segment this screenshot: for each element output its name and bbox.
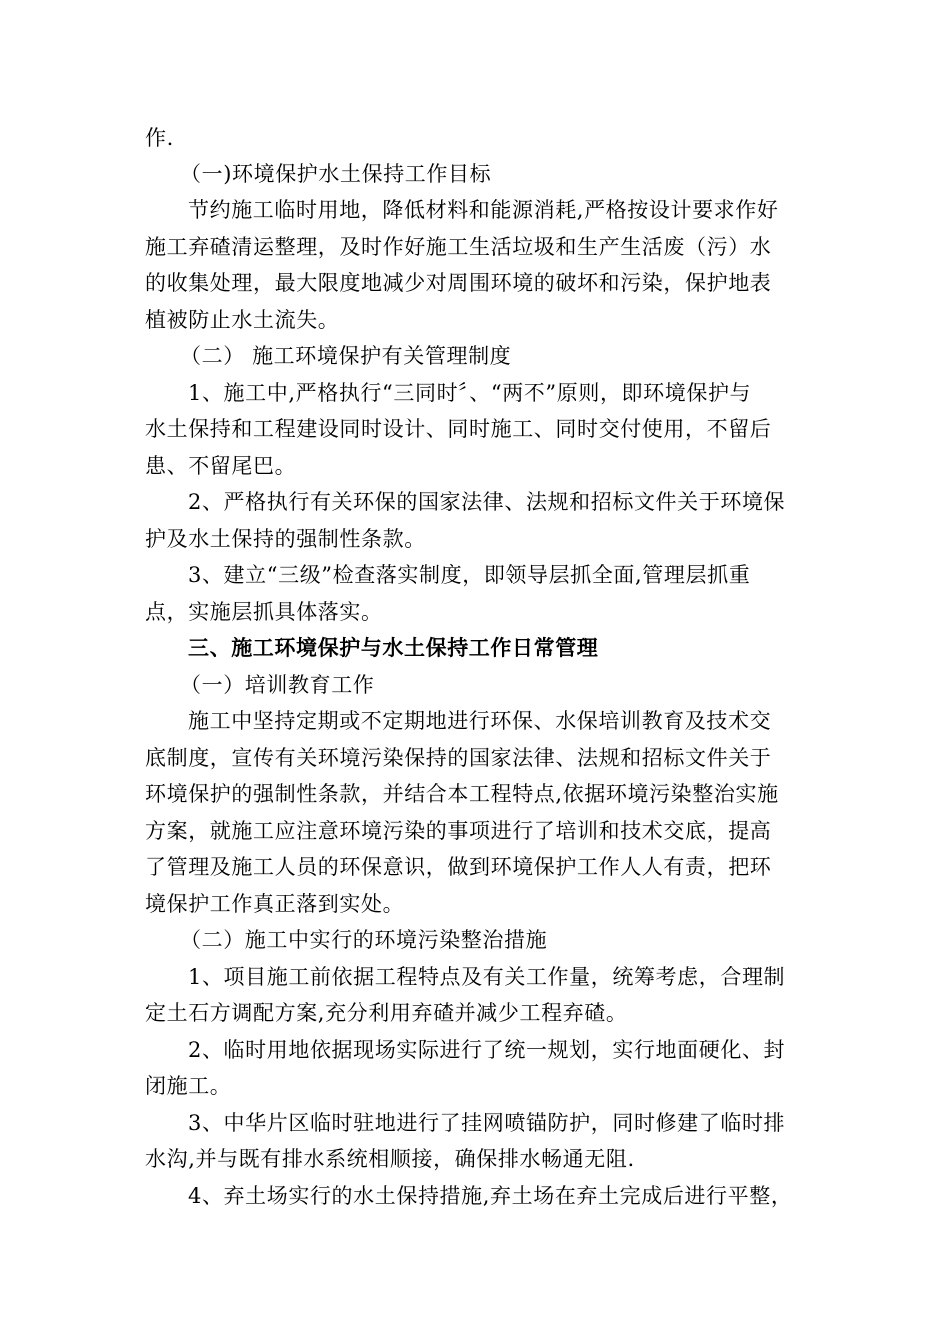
paragraph-line: 底制度，宣传有关环境污染保持的国家法律、法规和招标文件关于: [145, 746, 772, 770]
paragraph-line: 3、中华片区临时驻地进行了挂网喷锚防护，同时修建了临时排: [188, 1111, 786, 1135]
paragraph-line: 2、严格执行有关环保的国家法律、法规和招标文件关于环境保: [188, 490, 786, 514]
paragraph-line: 2、临时用地依据现场实际进行了统一规划，实行地面硬化、封: [188, 1038, 786, 1062]
paragraph-line: 患、不留尾巴。: [145, 454, 297, 478]
paragraph-line: 定土石方调配方案,充分利用弃碴并减少工程弃碴。: [145, 1001, 628, 1025]
paragraph-line: 的收集处理，最大限度地减少对周围环境的破坏和污染，保护地表: [145, 271, 772, 295]
paragraph-line: 节约施工临时用地，降低材料和能源消耗,严格按设计要求作好: [188, 198, 779, 222]
paragraph-line: 1、项目施工前依据工程特点及有关工作量，统筹考虑，合理制: [188, 965, 786, 989]
paragraph-line: 水土保持和工程建设同时设计、同时施工、同时交付使用，不留后: [145, 417, 772, 441]
paragraph-line: 植被防止水土流失。: [145, 308, 340, 332]
paragraph-line: 境保护工作真正落到实处。: [145, 892, 405, 916]
section-heading: （一)环境保护水土保持工作目标: [180, 162, 492, 186]
paragraph-line: 环境保护的强制性条款，并结合本工程特点,依据环境污染整治实施: [145, 782, 779, 806]
paragraph-line: 闭施工。: [145, 1074, 232, 1098]
chapter-heading: 三、施工环境保护与水土保持工作日常管理: [188, 635, 599, 660]
section-heading: （二） 施工环境保护有关管理制度: [180, 344, 512, 368]
section-heading: （二）施工中实行的环境污染整治措施: [180, 928, 548, 952]
paragraph-line: 了管理及施工人员的环保意识，做到环境保护工作人人有责，把环: [145, 855, 772, 879]
paragraph-line: 作.: [145, 126, 174, 150]
section-heading: （一）培训教育工作: [180, 673, 375, 697]
paragraph-line: 水沟,并与既有排水系统相顺接，确保排水畅通无阻.: [145, 1147, 635, 1171]
paragraph-line: 施工弃碴清运整理，及时作好施工生活垃圾和生产生活废（污）水: [145, 235, 772, 259]
paragraph-line: 护及水土保持的强制性条款。: [145, 527, 426, 551]
paragraph-line: 4、弃土场实行的水土保持措施,弃土场在弃土完成后进行平整，: [188, 1184, 793, 1208]
paragraph-line: 3、建立“三级”检查落实制度，即领导层抓全面,管理层抓重: [188, 563, 751, 587]
paragraph-line: 施工中坚持定期或不定期地进行环保、水保培训教育及技术交: [188, 709, 772, 733]
paragraph-line: 1、施工中,严格执行“三同时〞、“两不”原则，即环境保护与: [188, 381, 752, 405]
paragraph-line: 方案，就施工应注意环境污染的事项进行了培训和技术交底，提高: [145, 819, 772, 843]
paragraph-line: 点，实施层抓具体落实。: [145, 600, 383, 624]
